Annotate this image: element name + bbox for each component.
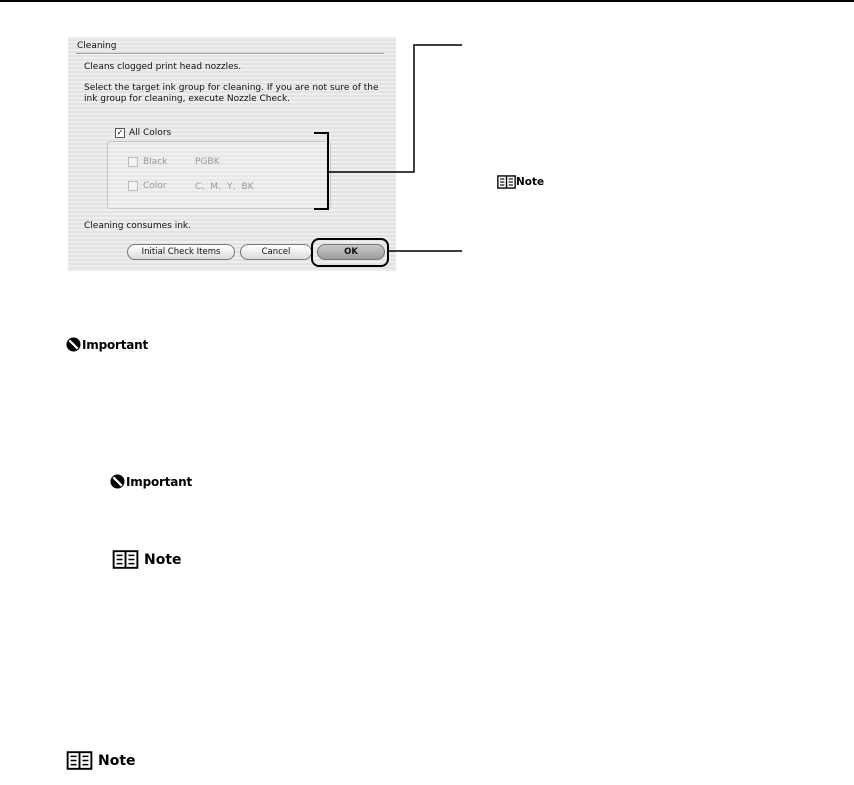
note-label: Note [144, 551, 182, 568]
ink-group-name: Color [143, 180, 167, 191]
cancel-button[interactable]: Cancel [240, 244, 312, 260]
ink-group-inks: C、M、Y、BK [195, 182, 254, 192]
note-label: Note [98, 752, 136, 769]
open-book-icon [65, 751, 94, 770]
important-badge [66, 337, 148, 352]
ok-button[interactable]: OK [317, 244, 385, 260]
dialog-title: Cleaning [77, 41, 117, 51]
open-book-icon [111, 550, 140, 569]
checkmark-icon: ✓ [116, 128, 124, 137]
important-label: Important [82, 337, 149, 352]
note-badge [497, 175, 544, 189]
ink-group-inks: PGBK [195, 157, 220, 167]
note-label: Note [516, 176, 545, 188]
all-colors-label: All Colors [129, 128, 172, 138]
ink-group-callout-line [328, 45, 462, 172]
cleaning-consumes-note: Cleaning consumes ink. [84, 221, 192, 231]
ink-group-bracket [314, 133, 328, 209]
dialog-description: Cleans clogged print head nozzles. [84, 62, 242, 72]
note-badge [65, 751, 136, 770]
important-label: Important [126, 474, 193, 489]
note-badge [111, 550, 182, 569]
initial-check-items-button[interactable]: Initial Check Items [127, 244, 235, 260]
no-entry-icon [110, 474, 125, 489]
dialog-instruction: Select the target ink group for cleaning. If you are not sure of the ink group for cleaning, execute Nozzle Check. [84, 83, 379, 104]
open-book-icon [497, 175, 516, 189]
important-badge [110, 474, 192, 489]
ink-group-name: Black [143, 157, 168, 167]
no-entry-icon [66, 337, 81, 352]
